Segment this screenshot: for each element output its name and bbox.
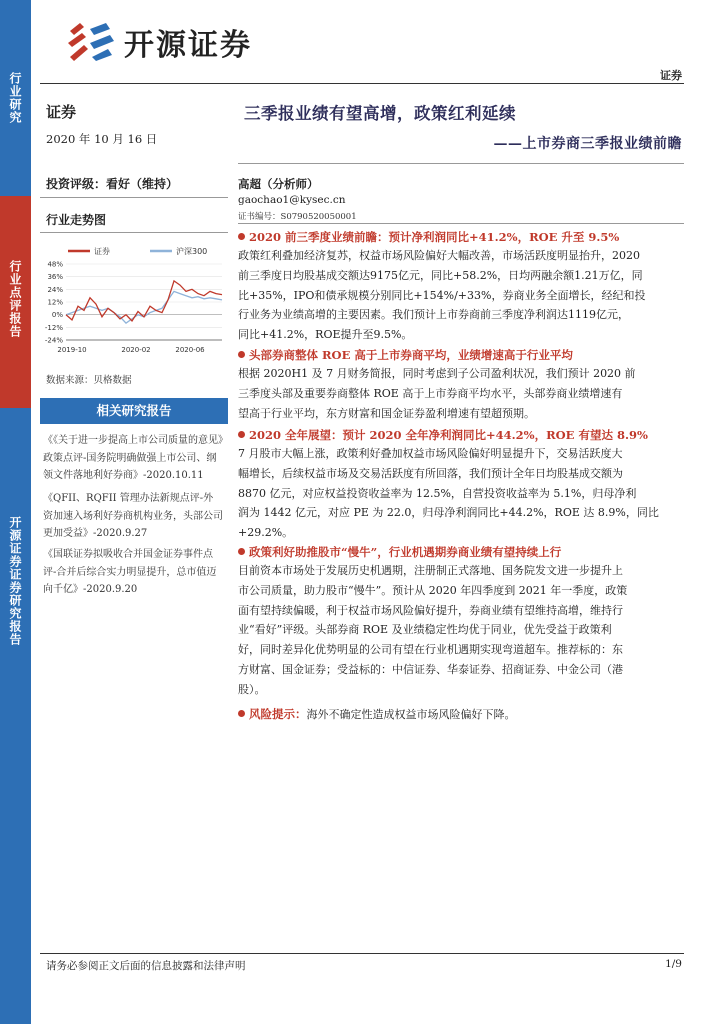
section-paragraph <box>238 561 682 700</box>
section-heading <box>238 544 682 560</box>
paragraph-line: 8870 亿元，对应权益投资收益率为 12.5%，自营投资收益率为 5.1%，归母净利 <box>238 486 637 500</box>
rating-label: 投资评级： <box>46 177 107 191</box>
paragraph-line: 股）。 <box>238 682 266 696</box>
chart-legend <box>68 246 207 256</box>
section-paragraph <box>238 444 682 543</box>
section-4 <box>238 544 682 700</box>
section-heading <box>238 427 682 443</box>
strip-tab-kysec-research-label: 开源证券证券研究报告 <box>8 516 22 646</box>
trend-title-rule <box>40 232 228 233</box>
section-heading <box>238 347 682 363</box>
bullet-dot <box>238 548 245 555</box>
report-subtitle: ——上市券商三季报业绩前瞻 <box>493 136 682 152</box>
report-date: 2020 年 10 月 16 日 <box>46 132 158 146</box>
section-paragraph <box>238 246 682 345</box>
strip-tab-kysec-research <box>0 408 31 1024</box>
paragraph-line: 政策红利叠加经济复苏，权益市场风险偏好大幅改善，市场活跃度明显抬升，2020 <box>238 249 640 262</box>
strip-tab-industry-comment-label: 行业点评报告 <box>8 260 22 338</box>
x-tick-label: 2020-06 <box>175 346 205 354</box>
y-tick-label: 48% <box>47 260 63 269</box>
paragraph-line: 同比+41.2%，ROE提升至9.5%。 <box>238 328 413 342</box>
paragraph-line: +29.2%。 <box>238 526 294 540</box>
related-report-item[interactable]: 《《关于进一步提高上市公司质量的意见》政策点评-国务院明确做强上市公司、纲领文件落地利好券商》-2020.10.11 <box>43 435 223 481</box>
brand-logo-text: 开源证券 <box>124 28 252 63</box>
risk-warning <box>238 706 682 722</box>
paragraph-line: 幅增长，后续权益市场及交易活跃度有所回落，我们预计全年日均股基成交额为 <box>238 466 623 480</box>
y-tick-label: 12% <box>47 298 63 307</box>
section-paragraph <box>238 364 682 423</box>
strip-tab-industry-comment <box>0 196 31 408</box>
brand-logo <box>66 20 252 64</box>
paragraph-line: 望高于行业平均，东方财富和国金证券盈利增速有望超预期。 <box>238 406 535 420</box>
y-tick-label: 0% <box>51 311 63 320</box>
paragraph-line: 行业务为业绩高增的主要因素。我们预计上市券商前三季度净利润达1119亿元， <box>238 308 629 322</box>
paragraph-line: 目前资本市场处于发展历史机遇期，注册制正式落地、国务院发文进一步提升上 <box>238 564 623 577</box>
strip-tab-industry-research-label: 行业研究 <box>8 72 22 124</box>
analyst-cert: 证书编号：S0790520050001 <box>238 212 357 222</box>
section-tag: 证券 <box>660 69 682 82</box>
x-tick-label: 2019-10 <box>57 346 87 354</box>
title-rule <box>238 163 684 164</box>
related-report-item[interactable]: 《QFII、RQFII 管理办法新规点评-外资加速入场利好券商机构业务，头部公司更加受益》-2020.9.27 <box>43 493 223 539</box>
brand-logo-mark <box>66 21 118 63</box>
footer-rule <box>40 953 684 954</box>
section-heading <box>238 229 682 245</box>
chart-data-source: 数据来源：贝格数据 <box>46 375 132 386</box>
paragraph-line: 方财富、国金证券；受益标的：中信证券、华泰证券、招商证券、中金公司（港 <box>238 662 623 676</box>
section-3 <box>238 427 682 543</box>
paragraph-line: 面有望持续偏暖，利于权益市场风险偏好提升，券商业绩有望维持高增，维持行 <box>238 603 623 617</box>
bullet-dot <box>238 710 245 717</box>
analyst-email[interactable]: gaochao1@kysec.cn <box>238 194 346 206</box>
paragraph-line: 业“看好”评级。头部券商 ROE 及业绩稳定性均优于同业，优先受益于政策利 <box>238 623 612 637</box>
rating-value: 看好（维持） <box>106 177 179 191</box>
trend-chart-title: 行业走势图 <box>46 213 107 227</box>
report-title: 三季报业绩有望高增，政策红利延续 <box>244 104 516 123</box>
related-report-item[interactable]: 《国联证券拟吸收合并国金证券事件点评-合并后综合实力明显提升，总市值迈向千亿》-2020.9.20 <box>43 549 217 595</box>
y-tick-label: 36% <box>47 273 63 282</box>
rating-rule <box>40 197 228 198</box>
section-heading-text: 政策利好助推股市“慢牛”，行业机遇期券商业绩有望持续上行 <box>249 545 562 559</box>
analyst-rule <box>238 223 684 224</box>
bullet-dot <box>238 431 245 438</box>
paragraph-line: 比+35%，IPO和债承规模分别同比+154%/+33%，券商业务全面增长，经纪和投 <box>238 288 646 302</box>
y-tick-label: -24% <box>44 336 63 345</box>
rating <box>46 175 178 192</box>
footer-disclaimer: 请务必参阅正文后面的信息披露和法律声明 <box>46 960 246 972</box>
section-heading-text: 2020 前三季度业绩前瞻：预计净利润同比+41.2%，ROE 升至 9.5% <box>249 230 620 244</box>
legend-label-csi300: 沪深300 <box>176 247 208 256</box>
section-heading-text: 2020 全年展望：预计 2020 全年净利润同比+44.2%，ROE 有望达 8.9% <box>249 428 648 442</box>
series-line-csi300 <box>66 291 222 323</box>
analyst-name: 高超（分析师） <box>238 177 319 191</box>
paragraph-line: 三季度头部及重要券商整体 ROE 高于上市券商平均水平，头部券商业绩增速有 <box>238 386 623 400</box>
section-heading-text: 头部券商整体 ROE 高于上市券商平均，业绩增速高于行业平均 <box>249 348 573 362</box>
page-number: 1/9 <box>665 958 682 970</box>
series-line-securities <box>66 281 222 321</box>
x-tick-label: 2020-02 <box>121 346 151 354</box>
paragraph-line: 根据 2020H1 及 7 月财务简报，同时考虑到子公司盈利状况，我们预计 2020 前 <box>238 367 636 380</box>
y-tick-label: -12% <box>44 323 63 332</box>
bullet-dot <box>238 233 245 240</box>
bullet-dot <box>238 351 245 358</box>
paragraph-line: 7 月股市大幅上涨，政策利好叠加权益市场风险偏好明显提升下，交易活跃度大 <box>238 447 623 460</box>
related-reports-title: 相关研究报告 <box>40 398 228 424</box>
trend-chart <box>36 236 236 364</box>
y-tick-label: 24% <box>47 285 63 294</box>
strip-tab-industry-research <box>0 0 31 196</box>
section-1 <box>238 229 682 345</box>
legend-label-securities: 证券 <box>94 247 110 256</box>
paragraph-line: 前三季度日均股基成交额达9175亿元，同比+58.2%，日均两融余额1.21万亿，同 <box>238 268 643 282</box>
industry-name: 证券 <box>46 103 77 121</box>
header-rule <box>40 83 684 84</box>
risk-label: 风险提示： <box>249 707 307 721</box>
paragraph-line: 润为 1442 亿元，对应 PE 为 22.0，归母净利润同比+44.2%，ROE 达 8.9%，同比 <box>238 506 659 520</box>
risk-text: 海外不确定性造成权益市场风险偏好下降。 <box>306 708 516 721</box>
section-2 <box>238 347 682 423</box>
paragraph-line: 好，同时差异化优势明显的公司有望在行业机遇期实现弯道超车。推荐标的：东 <box>238 643 623 657</box>
paragraph-line: 市公司质量，助力股市“慢牛”。预计从 2020 年四季度到 2021 年一季度，政策 <box>238 583 628 597</box>
